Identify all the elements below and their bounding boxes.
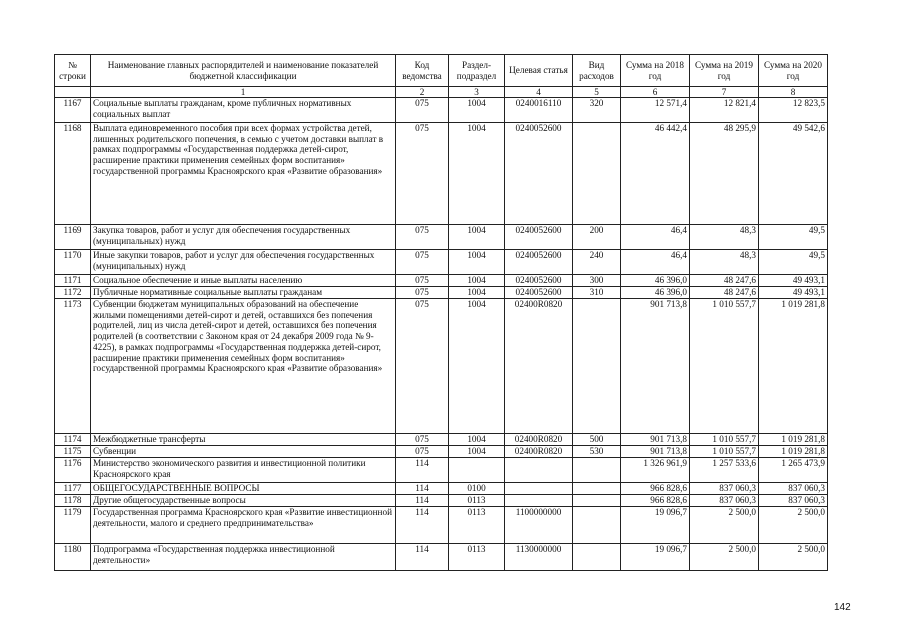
column-number: 3: [449, 87, 505, 98]
row-vid-raskhodov: 240: [573, 250, 621, 275]
row-sum-2019: 48,3: [690, 250, 759, 275]
row-vedomstvo: 075: [396, 123, 449, 225]
header-vid-raskhodov: Вид расходов: [573, 55, 621, 87]
row-sum-2020: 837 060,3: [759, 495, 828, 507]
row-statya: 1130000000: [505, 544, 573, 571]
table-row: [55, 434, 828, 446]
row-sum-2019: 837 060,3: [690, 495, 759, 507]
row-vid-raskhodov: 300: [573, 275, 621, 287]
row-vid-raskhodov: 200: [573, 225, 621, 250]
row-vedomstvo: 075: [396, 434, 449, 446]
row-sum-2019: 48 295,9: [690, 123, 759, 225]
row-number: 1167: [55, 98, 91, 123]
row-sum-2018: 901 713,8: [621, 434, 690, 446]
row-razdel: 1004: [449, 225, 505, 250]
table-row: [55, 275, 828, 287]
column-number: 2: [396, 87, 449, 98]
row-name: Субвенции бюджетам муниципальных образований на обеспечение жилыми помещениями детей-сирот и детей, оставшихся без попечения родителей, лиц из числа детей-сирот и детей, оставшихся без попечения родителей (в соответствии с Законом края от 24 декабря 2009 года № 9-4225), в рамках подпрограммы «Государственная поддержка детей-сирот, расширение практики применения семейных форм воспитания» государственной программы Красноярского края «Развитие образования»: [91, 299, 396, 434]
page-number: 142: [834, 602, 851, 613]
row-sum-2020: 49 493,1: [759, 275, 828, 287]
row-vedomstvo: 075: [396, 250, 449, 275]
row-name: Межбюджетные трансферты: [91, 434, 396, 446]
row-razdel: 0113: [449, 544, 505, 571]
row-sum-2018: 12 571,4: [621, 98, 690, 123]
row-razdel: 0113: [449, 495, 505, 507]
header-row: [55, 55, 828, 87]
row-vedomstvo: 114: [396, 495, 449, 507]
row-number: 1180: [55, 544, 91, 571]
row-vedomstvo: 075: [396, 446, 449, 458]
row-statya: 02400R0820: [505, 434, 573, 446]
table-row: [55, 483, 828, 495]
header-razdel: Раздел-подраздел: [449, 55, 505, 87]
row-razdel: 1004: [449, 299, 505, 434]
row-sum-2019: 2 500,0: [690, 544, 759, 571]
column-number: 1: [91, 87, 396, 98]
budget-table: [54, 54, 828, 571]
column-number: 8: [759, 87, 828, 98]
row-statya: 02400R0820: [505, 299, 573, 434]
row-number: 1173: [55, 299, 91, 434]
row-vedomstvo: 075: [396, 275, 449, 287]
row-sum-2020: 1 019 281,8: [759, 299, 828, 434]
row-sum-2019: 1 010 557,7: [690, 446, 759, 458]
row-sum-2019: 48,3: [690, 225, 759, 250]
row-vedomstvo: 114: [396, 458, 449, 483]
column-number: 7: [690, 87, 759, 98]
row-vid-raskhodov: [573, 299, 621, 434]
row-razdel: 1004: [449, 123, 505, 225]
row-razdel: 1004: [449, 434, 505, 446]
row-vedomstvo: 075: [396, 98, 449, 123]
row-statya: [505, 483, 573, 495]
row-number: 1179: [55, 507, 91, 544]
row-sum-2018: 46 396,0: [621, 275, 690, 287]
row-vedomstvo: 114: [396, 483, 449, 495]
row-vid-raskhodov: [573, 483, 621, 495]
row-name: Публичные нормативные социальные выплаты гражданам: [91, 287, 396, 299]
row-number: 1174: [55, 434, 91, 446]
row-statya: 0240052600: [505, 123, 573, 225]
row-sum-2019: 12 821,4: [690, 98, 759, 123]
row-sum-2018: 966 828,6: [621, 495, 690, 507]
row-razdel: 0100: [449, 483, 505, 495]
row-sum-2019: 48 247,6: [690, 287, 759, 299]
row-vid-raskhodov: [573, 123, 621, 225]
row-name: Субвенции: [91, 446, 396, 458]
row-vedomstvo: 075: [396, 287, 449, 299]
row-sum-2018: 1 326 961,9: [621, 458, 690, 483]
row-sum-2020: 1 019 281,8: [759, 446, 828, 458]
table-row: [55, 495, 828, 507]
row-sum-2020: 2 500,0: [759, 507, 828, 544]
row-number: 1176: [55, 458, 91, 483]
header-sum-2018: Сумма на 2018 год: [621, 55, 690, 87]
row-sum-2020: 49,5: [759, 250, 828, 275]
header-name: Наименование главных распорядителей и наименование показателей бюджетной классификации: [91, 55, 396, 87]
row-vid-raskhodov: [573, 495, 621, 507]
row-vid-raskhodov: 500: [573, 434, 621, 446]
row-name: Закупка товаров, работ и услуг для обеспечения государственных (муниципальных) нужд: [91, 225, 396, 250]
row-sum-2018: 46 442,4: [621, 123, 690, 225]
column-number-row: [55, 87, 828, 98]
row-name: Другие общегосударственные вопросы: [91, 495, 396, 507]
row-razdel: [449, 458, 505, 483]
row-name: Министерство экономического развития и инвестиционной политики Красноярского края: [91, 458, 396, 483]
row-sum-2020: 49,5: [759, 225, 828, 250]
row-number: 1175: [55, 446, 91, 458]
table-row: [55, 225, 828, 250]
table-row: [55, 458, 828, 483]
row-number: 1171: [55, 275, 91, 287]
table-row: [55, 123, 828, 225]
row-sum-2020: 837 060,3: [759, 483, 828, 495]
row-name: Социальные выплаты гражданам, кроме публичных нормативных социальных выплат: [91, 98, 396, 123]
row-name: Подпрограмма «Государственная поддержка инвестиционной деятельности»: [91, 544, 396, 571]
row-sum-2018: 19 096,7: [621, 544, 690, 571]
row-statya: 1100000000: [505, 507, 573, 544]
row-name: ОБЩЕГОСУДАРСТВЕННЫЕ ВОПРОСЫ: [91, 483, 396, 495]
row-number: 1178: [55, 495, 91, 507]
table-row: [55, 507, 828, 544]
row-sum-2020: 12 823,5: [759, 98, 828, 123]
header-sum-2020: Сумма на 2020 год: [759, 55, 828, 87]
row-vid-raskhodov: [573, 544, 621, 571]
row-vedomstvo: 075: [396, 299, 449, 434]
row-vedomstvo: 114: [396, 544, 449, 571]
table-row: [55, 299, 828, 434]
row-razdel: 1004: [449, 287, 505, 299]
table-row: [55, 544, 828, 571]
row-number: 1172: [55, 287, 91, 299]
row-sum-2018: 19 096,7: [621, 507, 690, 544]
column-number: 4: [505, 87, 573, 98]
row-number: 1177: [55, 483, 91, 495]
header-sum-2019: Сумма на 2019 год: [690, 55, 759, 87]
row-razdel: 1004: [449, 275, 505, 287]
header-vedomstvo: Код ведомства: [396, 55, 449, 87]
row-vid-raskhodov: [573, 507, 621, 544]
table-row: [55, 98, 828, 123]
row-sum-2018: 46,4: [621, 225, 690, 250]
row-sum-2020: 2 500,0: [759, 544, 828, 571]
row-sum-2018: 46 396,0: [621, 287, 690, 299]
row-name: Выплата единовременного пособия при всех формах устройства детей, лишенных родительского попечения, в семью с учетом доставки выплат в рамках подпрограммы «Государственная поддержка детей-сирот, расширение практики применения семейных форм воспитания» государственной программы Красноярского края «Развитие образования»: [91, 123, 396, 225]
header-statya: Целевая статья: [505, 55, 573, 87]
row-sum-2019: 1 010 557,7: [690, 434, 759, 446]
row-number: 1170: [55, 250, 91, 275]
header-row-number: № строки: [55, 55, 91, 87]
row-vedomstvo: 114: [396, 507, 449, 544]
column-number: 6: [621, 87, 690, 98]
row-number: 1169: [55, 225, 91, 250]
row-statya: [505, 495, 573, 507]
row-name: Социальное обеспечение и иные выплаты населению: [91, 275, 396, 287]
row-statya: 0240052600: [505, 287, 573, 299]
row-sum-2020: 49 542,6: [759, 123, 828, 225]
row-sum-2020: 1 265 473,9: [759, 458, 828, 483]
table-row: [55, 446, 828, 458]
row-sum-2020: 1 019 281,8: [759, 434, 828, 446]
row-statya: 0240052600: [505, 250, 573, 275]
row-sum-2018: 46,4: [621, 250, 690, 275]
row-sum-2019: 2 500,0: [690, 507, 759, 544]
row-sum-2019: 837 060,3: [690, 483, 759, 495]
row-sum-2018: 966 828,6: [621, 483, 690, 495]
row-vid-raskhodov: 310: [573, 287, 621, 299]
row-number: 1168: [55, 123, 91, 225]
row-statya: 0240016110: [505, 98, 573, 123]
row-sum-2018: 901 713,8: [621, 299, 690, 434]
row-statya: 0240052600: [505, 225, 573, 250]
row-razdel: 0113: [449, 507, 505, 544]
row-razdel: 1004: [449, 250, 505, 275]
row-sum-2018: 901 713,8: [621, 446, 690, 458]
row-vid-raskhodov: [573, 458, 621, 483]
table-row: [55, 250, 828, 275]
row-vedomstvo: 075: [396, 225, 449, 250]
row-statya: 02400R0820: [505, 446, 573, 458]
row-name: Иные закупки товаров, работ и услуг для обеспечения государственных (муниципальных) нужд: [91, 250, 396, 275]
row-razdel: 1004: [449, 98, 505, 123]
row-sum-2019: 48 247,6: [690, 275, 759, 287]
row-name: Государственная программа Красноярского края «Развитие инвестиционной деятельности, малого и среднего предпринимательства»: [91, 507, 396, 544]
row-sum-2019: 1 010 557,7: [690, 299, 759, 434]
row-razdel: 1004: [449, 446, 505, 458]
row-vid-raskhodov: 530: [573, 446, 621, 458]
table-row: [55, 287, 828, 299]
row-vid-raskhodov: 320: [573, 98, 621, 123]
row-statya: [505, 458, 573, 483]
row-statya: 0240052600: [505, 275, 573, 287]
row-sum-2020: 49 493,1: [759, 287, 828, 299]
row-sum-2019: 1 257 533,6: [690, 458, 759, 483]
column-number: 5: [573, 87, 621, 98]
